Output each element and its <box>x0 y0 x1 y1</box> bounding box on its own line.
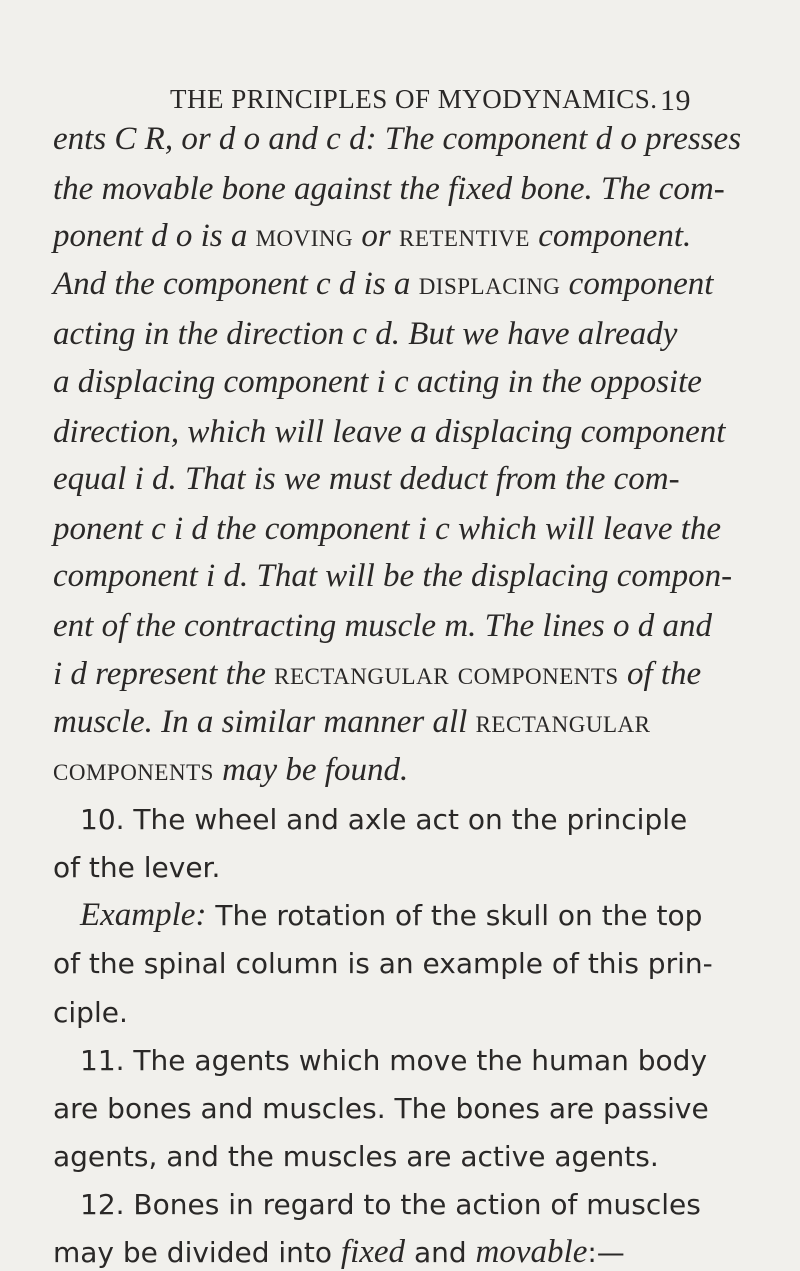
text-line <box>53 121 741 158</box>
text-run: ponent c i d the component i c which will leave the <box>53 511 722 547</box>
text-run: direction, which will leave a displacing component <box>53 414 726 450</box>
text-run: Example: <box>80 897 207 933</box>
text-line <box>53 461 680 498</box>
text-run: The rotation of the skull on the top <box>206 899 703 932</box>
text-run: equal i d. That is we must deduct from the com- <box>53 461 680 497</box>
text-run: retentive <box>398 218 530 254</box>
text-line <box>53 656 701 693</box>
text-line <box>53 945 713 982</box>
text-line <box>53 1090 709 1127</box>
text-run: moving <box>255 218 354 254</box>
text-run: displacing <box>418 266 561 302</box>
text-run: rectangular components <box>274 656 619 692</box>
text-line <box>53 218 691 255</box>
text-run: component. <box>529 218 692 254</box>
text-run: And the component c d is a <box>53 266 419 302</box>
text-run: agents, and the muscles are active agents. <box>53 1140 659 1173</box>
text-run: and <box>405 1236 476 1269</box>
running-title: THE PRINCIPLES OF MYODYNAMICS. <box>170 84 658 114</box>
text-run: 11. The agents which move the human body <box>80 1044 708 1077</box>
text-run: a displacing component i c acting in the opposite <box>53 364 702 400</box>
text-run: or <box>353 218 399 254</box>
text-run: are bones and muscles. The bones are passive <box>53 1092 709 1125</box>
text-run: ponent d o is a <box>53 218 256 254</box>
text-run: ciple. <box>53 996 128 1029</box>
text-line <box>53 849 220 886</box>
text-line <box>80 1186 701 1223</box>
text-run: of the <box>618 656 702 692</box>
text-run: component i d. That will be the displacing compon- <box>53 558 733 594</box>
text-line <box>53 171 725 208</box>
text-run: :— <box>587 1236 625 1269</box>
text-run: ents C R, or d o and c d: The component d o presses <box>53 121 742 157</box>
text-run: muscle. In a similar manner all <box>53 704 476 740</box>
text-line <box>53 1138 659 1175</box>
text-line <box>80 897 702 934</box>
text-run: components <box>53 752 214 788</box>
text-run: rectangular <box>475 704 651 740</box>
page-number: 19 <box>660 84 691 117</box>
text-run: i d represent the <box>53 656 275 692</box>
text-line <box>53 704 650 741</box>
text-run: ent of the contracting muscle m. The lines o d and <box>53 608 712 644</box>
text-run: may be found. <box>213 752 409 788</box>
text-line <box>80 801 687 838</box>
text-line <box>53 266 713 303</box>
text-run: acting in the direction c d. But we have already <box>53 316 678 352</box>
text-run: 10. The wheel and axle act on the principle <box>80 803 688 836</box>
text-line <box>53 414 725 451</box>
text-run: movable <box>475 1234 588 1270</box>
text-run: the movable bone against the fixed bone. The com- <box>53 171 725 207</box>
text-line <box>53 608 712 645</box>
text-line <box>53 994 128 1031</box>
text-run: of the spinal column is an example of this prin- <box>53 947 713 980</box>
text-run: fixed <box>340 1234 406 1270</box>
text-line <box>53 1234 625 1271</box>
text-run: of the lever. <box>53 851 221 884</box>
text-run: may be divided into <box>53 1236 341 1269</box>
text-line <box>53 752 408 789</box>
text-line <box>80 1042 707 1079</box>
text-line <box>53 511 721 548</box>
text-run: component <box>560 266 714 302</box>
text-line <box>53 316 677 353</box>
text-run: 12. Bones in regard to the action of muscles <box>80 1188 701 1221</box>
text-line <box>53 558 732 595</box>
text-line <box>53 364 702 401</box>
